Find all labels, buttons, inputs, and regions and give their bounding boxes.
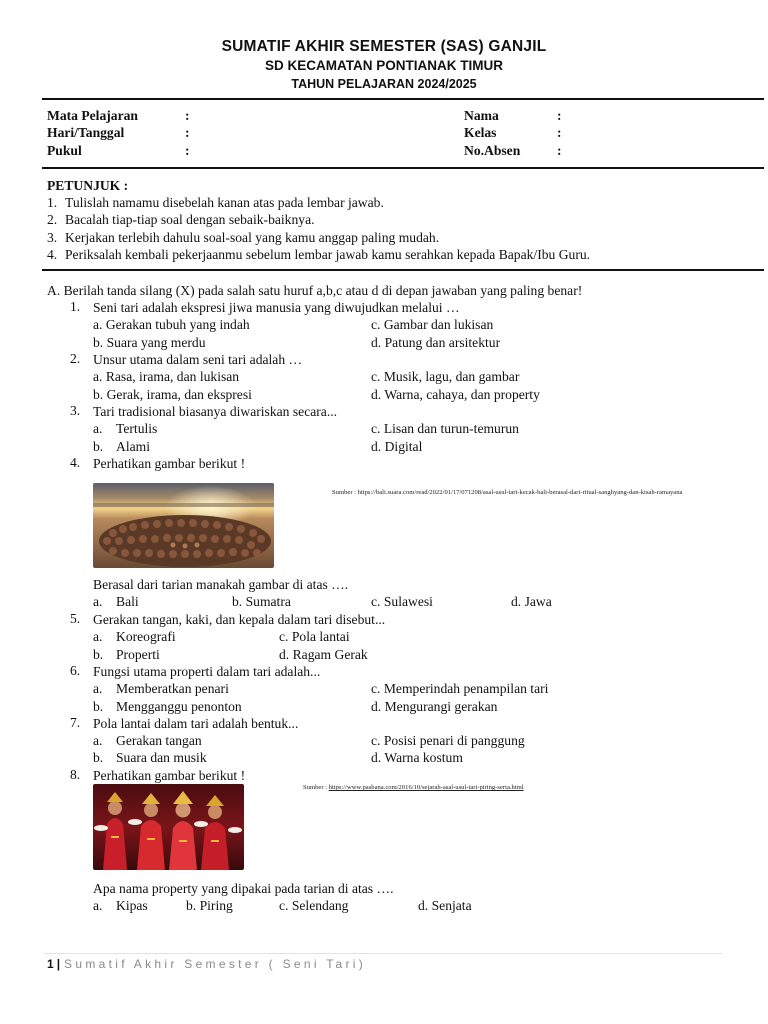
identity-divider — [42, 167, 764, 169]
option-d: d. Mengurangi gerakan — [371, 699, 498, 714]
option-c: c. Sulawesi — [371, 594, 433, 609]
option-c: c. Lisan dan turun-temurun — [371, 421, 519, 436]
time-label: Pukul — [47, 143, 82, 158]
image-source-caption: Sumber : https://www.pasbana.com/2016/10/sejarah-asal-usul-tari-piring-serta.html — [303, 784, 524, 791]
absen-colon: : — [557, 143, 562, 158]
option-b: b. Suara dan musik — [93, 750, 207, 765]
question-number: 8. — [70, 767, 81, 782]
section-a-instruction: A. Berilah tanda silang (X) pada salah satu huruf a,b,c atau d di depan jawaban yang paling benar! — [47, 283, 583, 298]
question-text: Unsur utama dalam seni tari adalah … — [93, 352, 303, 367]
option-b: b. Properti — [93, 647, 160, 662]
option-a: a. Gerakan tubuh yang indah — [93, 317, 250, 332]
option-a: a. Koreografi — [93, 629, 176, 644]
question-number: 6. — [70, 663, 81, 678]
question-number: 7. — [70, 715, 81, 730]
option-b: b. Piring — [186, 898, 233, 913]
instruction-item: 1. Tulislah namamu disebelah kanan atas pada lembar jawab. — [47, 195, 384, 210]
piring-dance-photo — [93, 784, 244, 870]
subject-colon: : — [185, 108, 190, 123]
page-number: 1 — [47, 957, 54, 971]
question-number: 1. — [70, 299, 81, 314]
kecak-dance-illustration — [93, 483, 274, 568]
question-text: Gerakan tangan, kaki, dan kepala dalam tari disebut... — [93, 612, 386, 627]
option-c: c. Selendang — [279, 898, 349, 913]
piring-dance-illustration — [93, 784, 244, 870]
instructions-heading: PETUNJUK : — [47, 178, 129, 193]
option-b: b. Alami — [93, 439, 150, 454]
option-c: c. Memperindah penampilan tari — [371, 681, 549, 696]
option-d: d. Warna kostum — [371, 750, 463, 765]
option-a: a. Gerakan tangan — [93, 733, 202, 748]
footer-separator: | — [56, 957, 61, 971]
option-b: b. Suara yang merdu — [93, 335, 206, 350]
question-text: Perhatikan gambar berikut ! — [93, 768, 246, 783]
option-c: c. Gambar dan lukisan — [371, 317, 494, 332]
question-text: Berasal dari tarian manakah gambar di atas …. — [93, 577, 349, 592]
option-d: d. Ragam Gerak — [279, 647, 368, 662]
option-d: d. Jawa — [511, 594, 552, 609]
image-source-caption: Sumber : https://bali.suara.com/read/2022/01/17/071208/asal-usul-tari-kecak-bali-berasal-dari-ritual-sanghyang-dan-kisah-ramayana — [332, 489, 683, 496]
question-text: Tari tradisional biasanya diwariskan secara... — [93, 404, 338, 419]
question-text: Perhatikan gambar berikut ! — [93, 456, 246, 471]
question-text: Fungsi utama properti dalam tari adalah... — [93, 664, 321, 679]
option-c: c. Musik, lagu, dan gambar — [371, 369, 520, 384]
date-colon: : — [185, 125, 190, 140]
date-label: Hari/Tanggal — [47, 125, 125, 140]
question-text: Seni tari adalah ekspresi jiwa manusia yang diwujudkan melalui … — [93, 300, 460, 315]
absen-label: No.Absen — [464, 143, 521, 158]
option-d: d. Digital — [371, 439, 423, 454]
instruction-item: 2. Bacalah tiap-tiap soal dengan sebaik-baiknya. — [47, 212, 315, 227]
class-label: Kelas — [464, 125, 497, 140]
option-b: b. Gerak, irama, dan ekspresi — [93, 387, 252, 402]
image-source-link[interactable]: https://www.pasbana.com/2016/10/sejarah-asal-usul-tari-piring-serta.html — [328, 784, 524, 791]
time-colon: : — [185, 143, 190, 158]
name-colon: : — [557, 108, 562, 123]
option-c: c. Posisi penari di panggung — [371, 733, 525, 748]
option-a: a. Tertulis — [93, 421, 158, 436]
option-b: b. Mengganggu penonton — [93, 699, 242, 714]
option-d: d. Warna, cahaya, dan property — [371, 387, 540, 402]
header-divider — [42, 98, 764, 100]
question-text: Pola lantai dalam tari adalah bentuk... — [93, 716, 299, 731]
option-b: b. Sumatra — [232, 594, 291, 609]
option-a: a. Memberatkan penari — [93, 681, 229, 696]
name-label: Nama — [464, 108, 499, 123]
instruction-item: 4. Periksalah kembali pekerjaanmu sebelum lembar jawab kamu serahkan kepada Bapak/Ibu Guru. — [47, 247, 591, 262]
option-d: d. Senjata — [418, 898, 472, 913]
document-title: SUMATIF AKHIR SEMESTER (SAS) GANJIL — [221, 38, 547, 55]
kecak-dance-photo — [93, 483, 274, 568]
question-number: 3. — [70, 403, 81, 418]
footer-text: Sumatif Akhir Semester ( Seni Tari) — [64, 957, 367, 971]
option-a: a. Rasa, irama, dan lukisan — [93, 369, 240, 384]
question-number: 5. — [70, 611, 81, 626]
question-text: Apa nama property yang dipakai pada tarian di atas …. — [93, 881, 394, 896]
option-a: a. Bali — [93, 594, 139, 609]
school-name: SD KECAMATAN PONTIANAK TIMUR — [265, 58, 503, 73]
footer-divider — [44, 953, 722, 954]
option-c: c. Pola lantai — [279, 629, 350, 644]
instructions-divider — [42, 269, 764, 271]
option-a: a. Kipas — [93, 898, 148, 913]
instruction-item: 3. Kerjakan terlebih dahulu soal-soal yang kamu anggap paling mudah. — [47, 230, 440, 245]
subject-label: Mata Pelajaran — [47, 108, 138, 123]
class-colon: : — [557, 125, 562, 140]
page-footer — [47, 957, 366, 971]
question-number: 2. — [70, 351, 81, 366]
academic-year: TAHUN PELAJARAN 2024/2025 — [291, 77, 477, 91]
question-number: 4. — [70, 455, 81, 470]
option-d: d. Patung dan arsitektur — [371, 335, 501, 350]
